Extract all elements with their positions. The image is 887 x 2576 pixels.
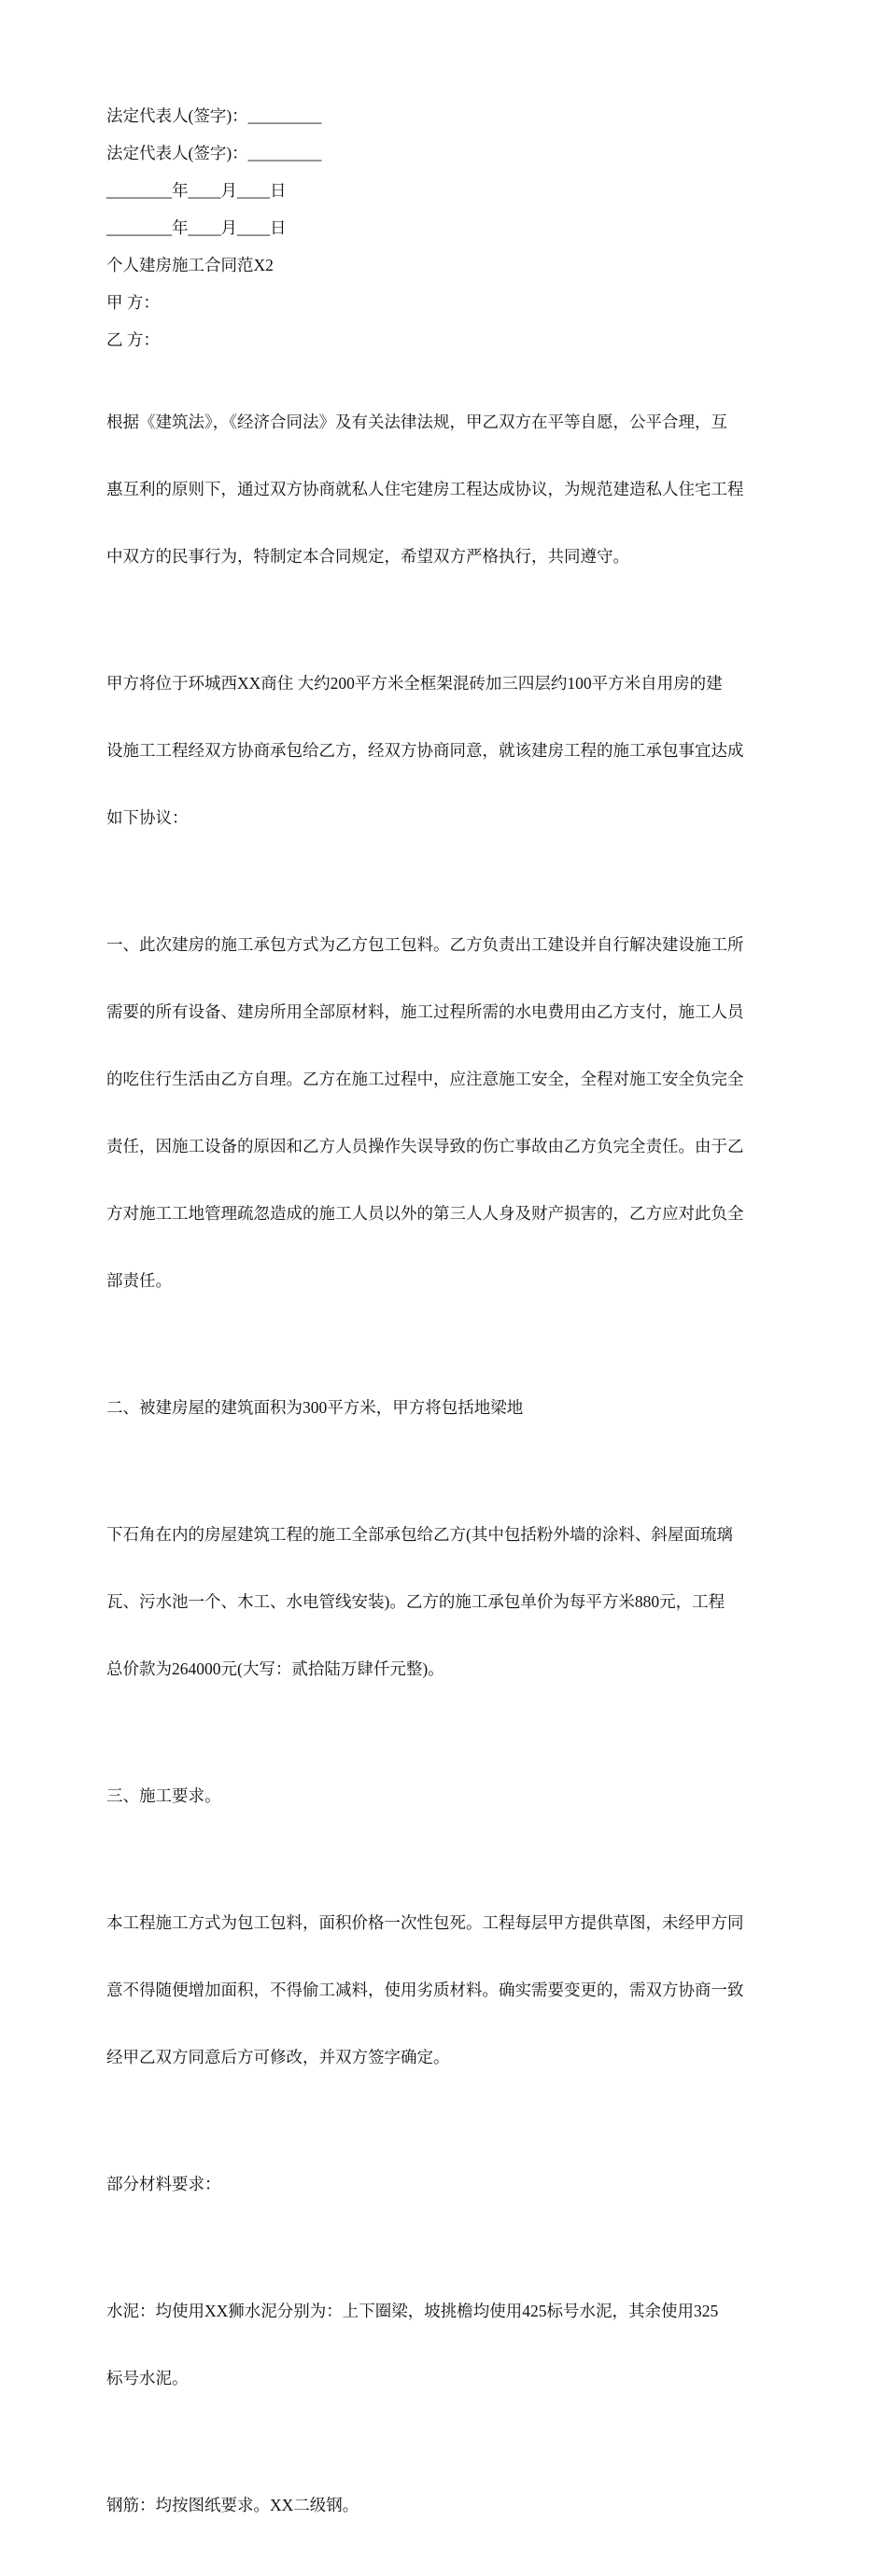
paragraph-clause-2	[106, 1351, 788, 1463]
paragraph-project	[106, 627, 788, 874]
paragraph-construction-method	[106, 1867, 788, 2113]
paragraph-materials-heading	[106, 2128, 788, 2240]
text-line: 责任，因施工设备的原因和乙方人员操作失误导致的伤亡事故由乙方负完全责任。由于乙	[106, 1137, 744, 1155]
date-line-2: ________年____月____日	[106, 218, 287, 237]
signature-line-1: 法定代表人(签字)：_________	[106, 106, 322, 125]
text-line: 方对施工工地管理疏忽造成的施工人员以外的第三人人身及财产损害的，乙方应对此负全	[106, 1204, 744, 1223]
text-line: 根据《建筑法》，《经济合同法》及有关法律法规，甲乙双方在平等自愿，公平合理，互	[106, 413, 727, 431]
text-line: 本工程施工方式为包工包料，面积价格一次性包死。工程每层甲方提供草图，未经甲方同	[106, 1913, 744, 1932]
text-line: 三、施工要求。	[106, 1786, 221, 1805]
paragraph-preamble	[106, 366, 788, 612]
party-a-label: 甲 方：	[106, 293, 160, 312]
text-line: 如下协议：	[106, 808, 189, 827]
paragraph-cement	[106, 2255, 788, 2434]
text-line: 二、被建房屋的建筑面积为300平方米，甲方将包括地梁地	[106, 1398, 524, 1417]
text-line: 惠互利的原则下，通过双方协商就私人住宅建房工程达成协议，为规范建造私人住宅工程	[106, 480, 744, 498]
text-line: 瓦、污水池一个、木工、水电管线安装)。乙方的施工承包单价为每平方米880元，工程	[106, 1592, 725, 1611]
text-line: 中双方的民事行为，特制定本合同规定，希望双方严格执行，共同遵守。	[106, 547, 629, 566]
text-line: 下石角在内的房屋建筑工程的施工全部承包给乙方(其中包括粉外墙的涂料、斜屋面琉璃	[106, 1525, 733, 1544]
paragraph-clause-2-continued	[106, 1478, 788, 1725]
date-line-1: ________年____月____日	[106, 181, 287, 200]
text-line: 标号水泥。	[106, 2369, 189, 2387]
text-line: 设施工工程经双方协商承包给乙方，经双方协商同意，就该建房工程的施工承包事宜达成	[106, 741, 744, 760]
text-line: 甲方将位于环城西XX商住 大约200平方米全框架混砖加三四层约100平方米自用房的建	[106, 674, 723, 693]
text-line: 水泥：均使用XX狮水泥分别为：上下圈梁，坡挑檐均使用425标号水泥，其余使用325	[106, 2302, 719, 2320]
paragraph-clause-1	[106, 889, 788, 1337]
party-b-label: 乙 方：	[106, 330, 160, 349]
text-line: 总价款为264000元(大写：贰拾陆万肆仟元整)。	[106, 1659, 444, 1678]
paragraph-clause-3-heading	[106, 1740, 788, 1852]
document-page	[106, 105, 788, 2576]
contract-title: 个人建房施工合同范X2	[106, 256, 274, 274]
text-line: 意不得随便增加面积，不得偷工减料，使用劣质材料。确实需要变更的，需双方协商一致	[106, 1981, 744, 1999]
text-line: 钢筋：均按图纸要求。XX二级钢。	[106, 2496, 359, 2514]
text-line: 的吃住行生活由乙方自理。乙方在施工过程中，应注意施工安全，全程对施工安全负完全	[106, 1070, 744, 1088]
text-line: 一、此次建房的施工承包方式为乙方包工包料。乙方负责出工建设并自行解决建设施工所	[106, 935, 744, 954]
paragraph-steel	[106, 2449, 788, 2561]
text-line: 部分材料要求：	[106, 2175, 221, 2193]
text-line: 经甲乙双方同意后方可修改，并双方签字确定。	[106, 2048, 450, 2066]
signature-line-2: 法定代表人(签字)：_________	[106, 144, 322, 162]
text-line: 需要的所有设备、建房所用全部原材料，施工过程所需的水电费用由乙方支付，施工人员	[106, 1002, 744, 1021]
text-line: 部责任。	[106, 1271, 172, 1290]
